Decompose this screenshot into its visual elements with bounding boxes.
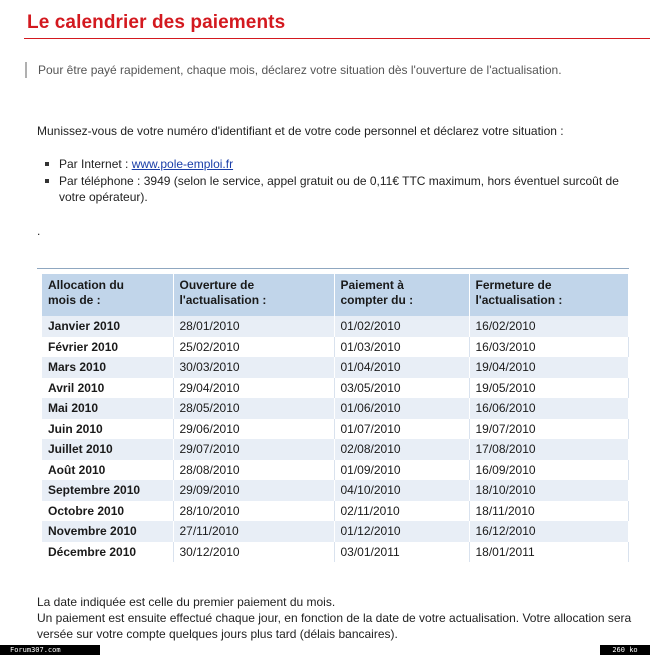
table-row: [42, 398, 628, 419]
cell-payment: 01/02/2010: [334, 316, 469, 337]
cell-month: Mai 2010: [42, 398, 173, 419]
header-payment-date: Paiement à compter du :: [334, 274, 469, 316]
table-row: [42, 337, 628, 358]
cell-payment: 01/03/2010: [334, 337, 469, 358]
instructions-text: Munissez-vous de votre numéro d'identifiant et de votre code personnel et déclarez votre situation :: [37, 124, 564, 138]
table-row: [42, 419, 628, 440]
cell-opening: 28/08/2010: [173, 460, 334, 481]
table-row: [42, 521, 628, 542]
cell-payment: 01/07/2010: [334, 419, 469, 440]
table-row: [42, 439, 628, 460]
pole-emploi-link[interactable]: www.pole-emploi.fr: [131, 157, 234, 171]
table-row: [42, 501, 628, 522]
cell-opening: 29/09/2010: [173, 480, 334, 501]
table-row: [42, 460, 628, 481]
footnote-line-first-payment: La date indiquée est celle du premier paiement du mois.: [37, 595, 336, 609]
intro-text: Pour être payé rapidement, chaque mois, déclarez votre situation dès l'ouverture de l'actualisation.: [38, 63, 562, 77]
list-item-phone: [45, 173, 635, 205]
cell-payment: 01/06/2010: [334, 398, 469, 419]
cell-closing: 16/03/2010: [469, 337, 628, 358]
table-row: [42, 480, 628, 501]
cell-closing: 19/05/2010: [469, 378, 628, 399]
cell-payment: 02/11/2010: [334, 501, 469, 522]
cell-closing: 16/02/2010: [469, 316, 628, 337]
cell-opening: 30/03/2010: [173, 357, 334, 378]
bullet-icon: [45, 179, 49, 183]
bullet-icon: [45, 162, 49, 166]
header-closing-date: Fermeture de l'actualisation :: [469, 274, 628, 316]
cell-opening: 25/02/2010: [173, 337, 334, 358]
cell-closing: 18/01/2011: [469, 542, 628, 563]
cell-closing: 17/08/2010: [469, 439, 628, 460]
cell-month: Septembre 2010: [42, 480, 173, 501]
cell-closing: 16/09/2010: [469, 460, 628, 481]
cell-month: Novembre 2010: [42, 521, 173, 542]
intro-quote-bar: [25, 62, 27, 78]
footnote-line-daily-payment: Un paiement est ensuite effectué chaque jour, en fonction de la date de votre actualisation. Votre allocation sera versée sur votre compte quelques jours plus tard (délais bancaires).: [37, 611, 632, 641]
cell-payment: 04/10/2010: [334, 480, 469, 501]
cell-month: Janvier 2010: [42, 316, 173, 337]
cell-closing: 16/12/2010: [469, 521, 628, 542]
table-top-divider: [37, 268, 629, 269]
page-title: Le calendrier des paiements: [27, 12, 286, 33]
cell-opening: 29/07/2010: [173, 439, 334, 460]
cell-opening: 29/04/2010: [173, 378, 334, 399]
title-divider: [24, 38, 650, 39]
cell-payment: 03/01/2011: [334, 542, 469, 563]
cell-closing: 18/11/2010: [469, 501, 628, 522]
cell-payment: 01/12/2010: [334, 521, 469, 542]
cell-month: Juin 2010: [42, 419, 173, 440]
cell-opening: 30/12/2010: [173, 542, 334, 563]
phone-text: Par téléphone : 3949 (selon le service, appel gratuit ou de 0,11€ TTC maximum, hors éventuel surcoût de votre opérateur).: [59, 174, 619, 204]
cell-month: Mars 2010: [42, 357, 173, 378]
table-row: [42, 357, 628, 378]
stray-dot: .: [37, 224, 41, 238]
cell-opening: 29/06/2010: [173, 419, 334, 440]
cell-closing: 18/10/2010: [469, 480, 628, 501]
table-row: [42, 316, 628, 337]
footnote: [37, 594, 637, 642]
cell-payment: 02/08/2010: [334, 439, 469, 460]
table-header-row: [42, 274, 628, 316]
list-item-internet: [45, 156, 635, 172]
header-allocation-month: Allocation du mois de :: [42, 274, 173, 316]
cell-payment: 01/04/2010: [334, 357, 469, 378]
cell-opening: 28/10/2010: [173, 501, 334, 522]
cell-payment: 01/09/2010: [334, 460, 469, 481]
cell-closing: 19/07/2010: [469, 419, 628, 440]
cell-payment: 03/05/2010: [334, 378, 469, 399]
cell-closing: 16/06/2010: [469, 398, 628, 419]
cell-opening: 28/01/2010: [173, 316, 334, 337]
table-row: [42, 542, 628, 563]
cell-month: Octobre 2010: [42, 501, 173, 522]
cell-opening: 27/11/2010: [173, 521, 334, 542]
cell-month: Avril 2010: [42, 378, 173, 399]
watermark-right: 260 ko: [600, 645, 650, 655]
payment-schedule-table: [42, 274, 629, 562]
table-row: [42, 378, 628, 399]
header-opening-date: Ouverture de l'actualisation :: [173, 274, 334, 316]
cell-month: Juillet 2010: [42, 439, 173, 460]
cell-closing: 19/04/2010: [469, 357, 628, 378]
table-body: [42, 316, 628, 562]
internet-label: Par Internet :: [59, 157, 132, 171]
cell-month: Décembre 2010: [42, 542, 173, 563]
watermark-left: Forum307.com: [0, 645, 100, 655]
contact-methods-list: [45, 156, 635, 206]
cell-opening: 28/05/2010: [173, 398, 334, 419]
cell-month: Août 2010: [42, 460, 173, 481]
cell-month: Février 2010: [42, 337, 173, 358]
